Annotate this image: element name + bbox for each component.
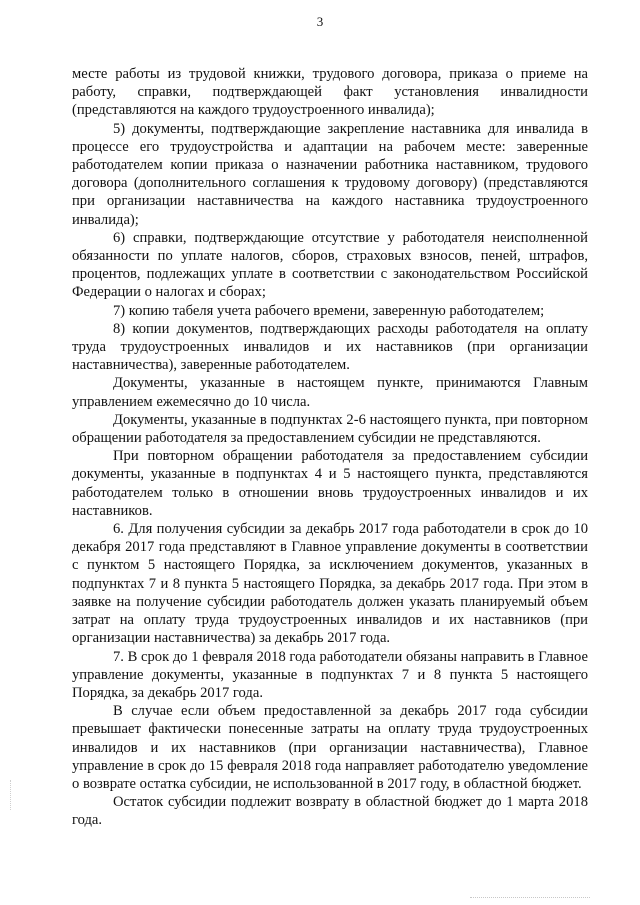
scan-artifact-left: [10, 780, 12, 810]
paragraph-item-8: 8) копии документов, подтверждающих расходы работодателя на оплату труда трудоустроенных инвалидов и их наставников (при организации наставничества), заверенные работодателем.: [72, 320, 588, 374]
paragraph-item-7: 7) копию табеля учета рабочего времени, заверенную работодателем;: [113, 302, 545, 319]
paragraph-continuation: месте работы из трудовой книжки, трудового договора, приказа о приеме на работу, справки, подтверждающей факт установления инвалидности (представляются на каждого трудоустроенного инвалида);: [72, 66, 588, 119]
document-body: [72, 65, 588, 830]
paragraph-documents-accepted: Документы, указанные в настоящем пункте, принимаются Главным управлением ежемесячно до 10 числа.: [72, 375, 588, 410]
paragraph-clause-6: 6. Для получения субсидии за декабрь 2017 года работодатели в срок до 10 декабря 2017 года представляют в Главное управление документы в соответствии с пунктом 5 настоящего Порядка, за исключением документов, указанных в подпунктах 7 и 8 пункта 5 настоящего Порядка, за декабрь 2017 года. При этом в заявке на получение субсидии работодатель должен указать планируемый объем затрат на оплату труда трудоустроенных инвалидов и их наставников (при организации наставничества) за декабрь 2017 года.: [72, 521, 588, 647]
paragraph-remainder-return: Остаток субсидии подлежит возврату в областной бюджет до 1 марта 2018 года.: [72, 794, 588, 829]
paragraph-excess-subsidy: В случае если объем предоставленной за декабрь 2017 года субсидии превышает фактически понесенные затраты на оплату труда трудоустроенных инвалидов и их наставников (при организации наставничества), Главное управление в срок до 15 февраля 2018 года направляет работодателю уведомление о возврате остатка субсидии, не использованной в 2017 году, в областной бюджет.: [72, 703, 588, 792]
paragraph-item-5: 5) документы, подтверждающие закрепление наставника для инвалида в процессе его трудоустройства и адаптации на рабочем месте: заверенные работодателем копии приказа о назначении работника наставником, трудового договора (дополнительного соглашения к трудовому договору) (представляются при организации наставничества на каждого наставника трудоустроенного инвалида);: [72, 120, 588, 228]
paragraph-item-6: 6) справки, подтверждающие отсутствие у работодателя неисполненной обязанности по уплате налогов, сборов, страховых взносов, пеней, штрафов, процентов, подлежащих уплате в соответствии с законодательством Российской Федерации о налогах и сборах;: [72, 229, 588, 301]
paragraph-repeat-new-hires: При повторном обращении работодателя за предоставлением субсидии документы, указанные в подпунктах 4 и 5 настоящего пункта, представляются работодателем только в отношении вновь трудоустроенных инвалидов и их наставников.: [72, 448, 588, 519]
scan-artifact-bottom: [470, 897, 590, 899]
paragraph-repeat-not-submitted: Документы, указанные в подпунктах 2-6 настоящего пункта, при повторном обращении работодателя за предоставлением субсидии не представляются.: [72, 411, 588, 447]
paragraph-clause-7: 7. В срок до 1 февраля 2018 года работодатели обязаны направить в Главное управление документы, указанные в подпунктах 7 и 8 пункта 5 настоящего Порядка, за декабрь 2017 года.: [72, 648, 588, 701]
page-number: 3: [316, 14, 324, 29]
